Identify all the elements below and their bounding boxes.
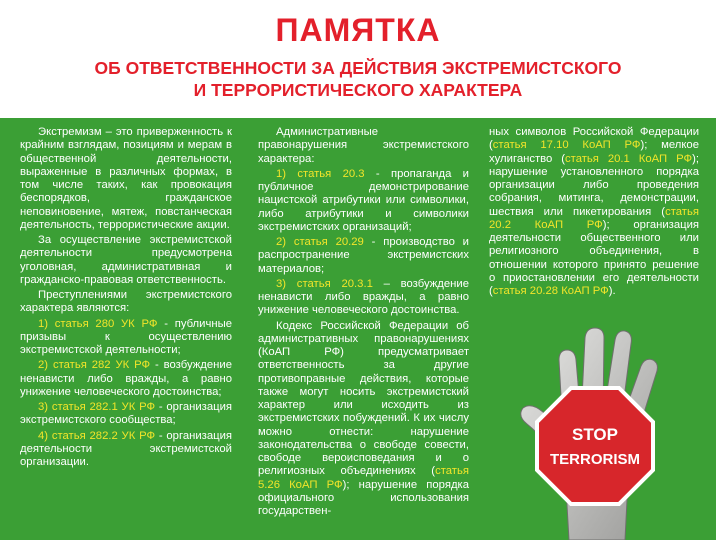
item-number: 1) (276, 167, 298, 180)
item-text: - публичные призывы к осуществлению экстремистской деятельности; (20, 317, 232, 356)
item-text: - производство и распространение экстремистских материалов; (258, 236, 469, 275)
law-reference: статья 20.28 КоАП РФ (492, 285, 609, 297)
column-1 (20, 126, 232, 471)
law-reference: статья 20.29 (293, 236, 364, 248)
sign-line-1: STOP (572, 425, 618, 444)
item-text: – возбуждение ненависти либо вражды, а равно унижение человеческого достоинства. (258, 277, 469, 317)
law-reference: статья 282 УК РФ (52, 359, 151, 372)
crime-item-2 (20, 359, 232, 399)
law-reference: статья 5.26 КоАП РФ (258, 465, 469, 491)
header (0, 0, 716, 118)
page-title: ПАМЯТКА (275, 12, 441, 48)
item-number: 2) (276, 236, 294, 248)
crimes-intro: Преступлениями экстремистского характера являются: (20, 289, 232, 315)
page-subtitle (0, 57, 716, 101)
koap-text: Кодекс Российской Федерации об административных правонарушениях (КоАП РФ) предусматривает ответственность за другие противоправные действия, которые также могут носить экстремистский характер или исходить из экстремистских побуждений. К их числу можно отнести: нарушение законодательства о свободе совести, свободе вероисповедания и о религиозных объединениях ( (258, 319, 469, 478)
admin-item-2 (258, 236, 469, 276)
koap-text-end: ); нарушение порядка официального использования государствен- (258, 478, 470, 517)
law-reference: статья 280 УК РФ (54, 317, 158, 330)
admin-item-3 (258, 278, 469, 318)
item-number: 2) (38, 359, 53, 372)
koap-paragraph (258, 320, 469, 519)
item-number: 4) (38, 429, 52, 442)
item-number: 3) (38, 401, 52, 413)
law-reference: статья 282.2 УК РФ (51, 429, 156, 442)
extremism-definition: Экстремизм – это приверженность к крайним взглядам, позициям и мерам в общественной деятельности, выраженные в различных формах, в том числе таких, как провокация беспорядков, гражданское неповиновение, мятеж, повстанческая деятельность, террористические акции. (20, 126, 232, 231)
subtitle-line-2: И ТЕРРОРИСТИЧЕСКОГО ХАРАКТЕРА (193, 80, 523, 100)
crime-item-1 (20, 318, 232, 358)
stop-sign (537, 388, 653, 504)
text-segment: ); мелкое хулиганство ( (489, 139, 699, 165)
text-segment: ных символов Российской Федерации ( (489, 126, 699, 152)
text-segment: ); нарушение установленного порядка организации либо проведения собрания, митинга, демонстрации, шествия или пикетирования ( (489, 152, 699, 218)
item-text: - организация деятельности экстремистской организации. (20, 429, 233, 468)
stop-hand-illustration (507, 320, 703, 540)
law-reference: статья 20.1 КоАП РФ (565, 152, 693, 165)
law-reference: статья 282.1 УК РФ (51, 401, 156, 413)
continued-paragraph (489, 126, 699, 298)
column-3 (489, 126, 699, 300)
stop-sign-octagon (537, 388, 653, 504)
admin-item-1 (258, 168, 469, 234)
text-segment: ); организация деятельности общественного или религиозного объединения, в отношении которого принято решение о приостановлении его деятельности ( (489, 218, 700, 297)
item-text: - организация экстремистского сообщества; (20, 401, 233, 427)
admin-intro: Административные правонарушения экстремистского характера: (258, 126, 469, 165)
law-reference: статья 20.3 (297, 167, 365, 180)
liability-paragraph: За осуществление экстремистской деятельности предусмотрена уголовная, административная и гражданско-правовая ответственность. (20, 234, 232, 286)
item-number: 1) (38, 317, 55, 330)
crime-item-4 (20, 430, 232, 470)
sign-line-2: TERRORISM (550, 451, 640, 468)
item-number: 3) (276, 277, 297, 290)
law-reference: статья 17.10 КоАП РФ (492, 139, 641, 152)
text-segment: ). (608, 285, 616, 297)
item-text: - возбуждение ненависти либо вражды, а равно унижение человеческого достоинства; (20, 359, 232, 398)
law-reference: статья 20.3.1 (296, 277, 373, 290)
law-reference: статья 20.2 КоАП РФ (489, 205, 699, 231)
subtitle-line-1: ОБ ОТВЕТСТВЕННОСТИ ЗА ДЕЙСТВИЯ ЭКСТРЕМИСТСКОГО (94, 58, 622, 78)
item-text: - пропаганда и публичное демонстрирование нацистской атрибутики или символики, либо атрибутики и символики экстремистских организаций; (258, 167, 469, 233)
crime-item-3 (20, 401, 232, 428)
column-2 (258, 126, 469, 520)
